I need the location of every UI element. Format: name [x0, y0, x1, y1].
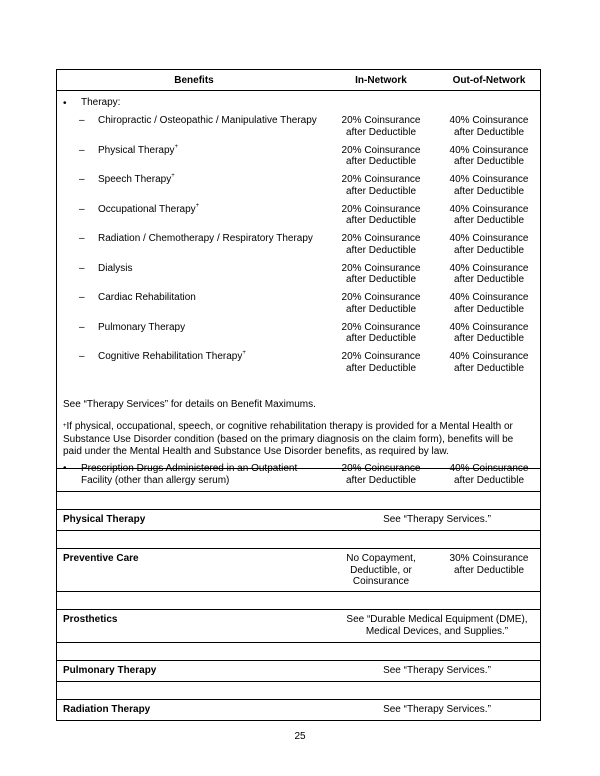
physical-therapy-row — [57, 510, 540, 531]
preventive-care-label: Preventive Care — [63, 553, 139, 564]
therapy-footnote: +If physical, occupational, speech, or cognitive rehabilitation therapy is provided for a Mental Health or Substance Use Disorder condition (based on the primary diagnosis on the claim form), benefits will be paid under the Mental Health and Substance Use Disorder benefits, as required by law. — [63, 421, 514, 457]
dash-icon: – — [79, 144, 85, 156]
therapy-section-tail — [57, 469, 540, 492]
therapy-item-name: Radiation / Chemotherapy / Respiratory Therapy — [98, 233, 313, 244]
pulmonary-therapy-row — [57, 661, 540, 682]
in-network-value: 20% Coinsurance after Deductible — [341, 262, 421, 285]
out-network-value: 40% Coinsurance after Deductible — [449, 233, 529, 256]
out-network-value: 40% Coinsurance after Deductible — [449, 321, 529, 344]
pulmonary-therapy-value: See “Therapy Services.” — [383, 665, 491, 676]
radiation-therapy-value: See “Therapy Services.” — [383, 704, 491, 715]
in-network-value: 20% Coinsurance after Deductible — [341, 115, 421, 138]
dash-icon: – — [79, 351, 85, 362]
dash-icon: – — [79, 174, 85, 185]
therapy-label: Therapy: — [81, 97, 121, 108]
dash-icon: – — [79, 115, 85, 126]
spacer-row — [57, 531, 540, 549]
dash-icon: – — [79, 203, 85, 215]
in-network-value: 20% Coinsurance after Deductible — [341, 233, 421, 256]
bullet-icon: • — [63, 463, 67, 474]
in-network-value: 20% Coinsurance after Deductible — [341, 174, 421, 197]
radiation-therapy-row — [57, 700, 540, 720]
pulmonary-therapy-label: Pulmonary Therapy — [63, 665, 157, 676]
physical-therapy-value: See “Therapy Services.” — [383, 514, 491, 525]
in-network-value: 20% Coinsurance after Deductible — [341, 144, 421, 167]
therapy-item-name: Pulmonary Therapy — [98, 321, 186, 333]
dash-icon: – — [79, 292, 85, 303]
preventive-care-row — [57, 549, 540, 592]
prosthetics-value: See “Durable Medical Equipment (DME), Medical Devices, and Supplies.” — [346, 614, 528, 637]
therapy-item-name: Dialysis — [98, 262, 133, 274]
out-network-value: 40% Coinsurance after Deductible — [449, 292, 529, 315]
rx-label: Prescription Drugs Administered in an Outpatient Facility (other than allergy serum) — [81, 463, 298, 486]
spacer-row — [57, 592, 540, 610]
in-network-value: 20% Coinsurance after Deductible — [341, 463, 421, 486]
table-header — [57, 70, 540, 91]
out-network-value: 40% Coinsurance after Deductible — [449, 115, 529, 138]
therapy-item-name: Speech Therapy+ — [98, 173, 175, 185]
physical-therapy-label: Physical Therapy — [63, 514, 146, 525]
dash-icon: – — [79, 321, 85, 333]
radiation-therapy-label: Radiation Therapy — [63, 704, 151, 715]
therapy-item-name: Physical Therapy+ — [98, 143, 179, 156]
spacer-row — [57, 682, 540, 700]
in-network-value: No Copayment, Deductible, or Coinsurance — [346, 553, 416, 587]
header-benefits: Benefits — [174, 75, 214, 86]
therapy-see-note: See “Therapy Services” for details on Benefit Maximums. — [63, 399, 316, 410]
therapy-item-name: Cardiac Rehabilitation — [98, 292, 196, 303]
out-network-value: 40% Coinsurance after Deductible — [449, 262, 529, 285]
header-out-of-network: Out-of-Network — [452, 75, 526, 86]
in-network-value: 20% Coinsurance after Deductible — [341, 292, 421, 315]
therapy-section — [57, 91, 540, 486]
out-network-value: 40% Coinsurance after Deductible — [449, 463, 529, 486]
dash-icon: – — [79, 233, 85, 244]
out-network-value: 40% Coinsurance after Deductible — [449, 144, 529, 167]
page-number: 25 — [294, 731, 306, 742]
out-network-value: 30% Coinsurance after Deductible — [449, 553, 529, 576]
bullet-icon: • — [63, 98, 67, 109]
prosthetics-row — [57, 610, 540, 643]
spacer-row — [57, 643, 540, 661]
spacer-row — [57, 492, 540, 510]
out-network-value: 40% Coinsurance after Deductible — [449, 203, 529, 226]
header-in-network: In-Network — [355, 75, 407, 86]
out-network-value: 40% Coinsurance after Deductible — [449, 174, 529, 197]
therapy-item-name: Occupational Therapy+ — [98, 202, 200, 215]
dash-icon: – — [79, 262, 85, 274]
in-network-value: 20% Coinsurance after Deductible — [341, 351, 421, 374]
prosthetics-label: Prosthetics — [63, 614, 118, 625]
therapy-item-name: Cognitive Rehabilitation Therapy+ — [98, 350, 246, 362]
benefits-table — [56, 69, 541, 721]
out-network-value: 40% Coinsurance after Deductible — [449, 351, 529, 374]
therapy-item-name: Chiropractic / Osteopathic / Manipulative Therapy — [98, 115, 317, 126]
in-network-value: 20% Coinsurance after Deductible — [341, 321, 421, 344]
in-network-value: 20% Coinsurance after Deductible — [341, 203, 421, 226]
